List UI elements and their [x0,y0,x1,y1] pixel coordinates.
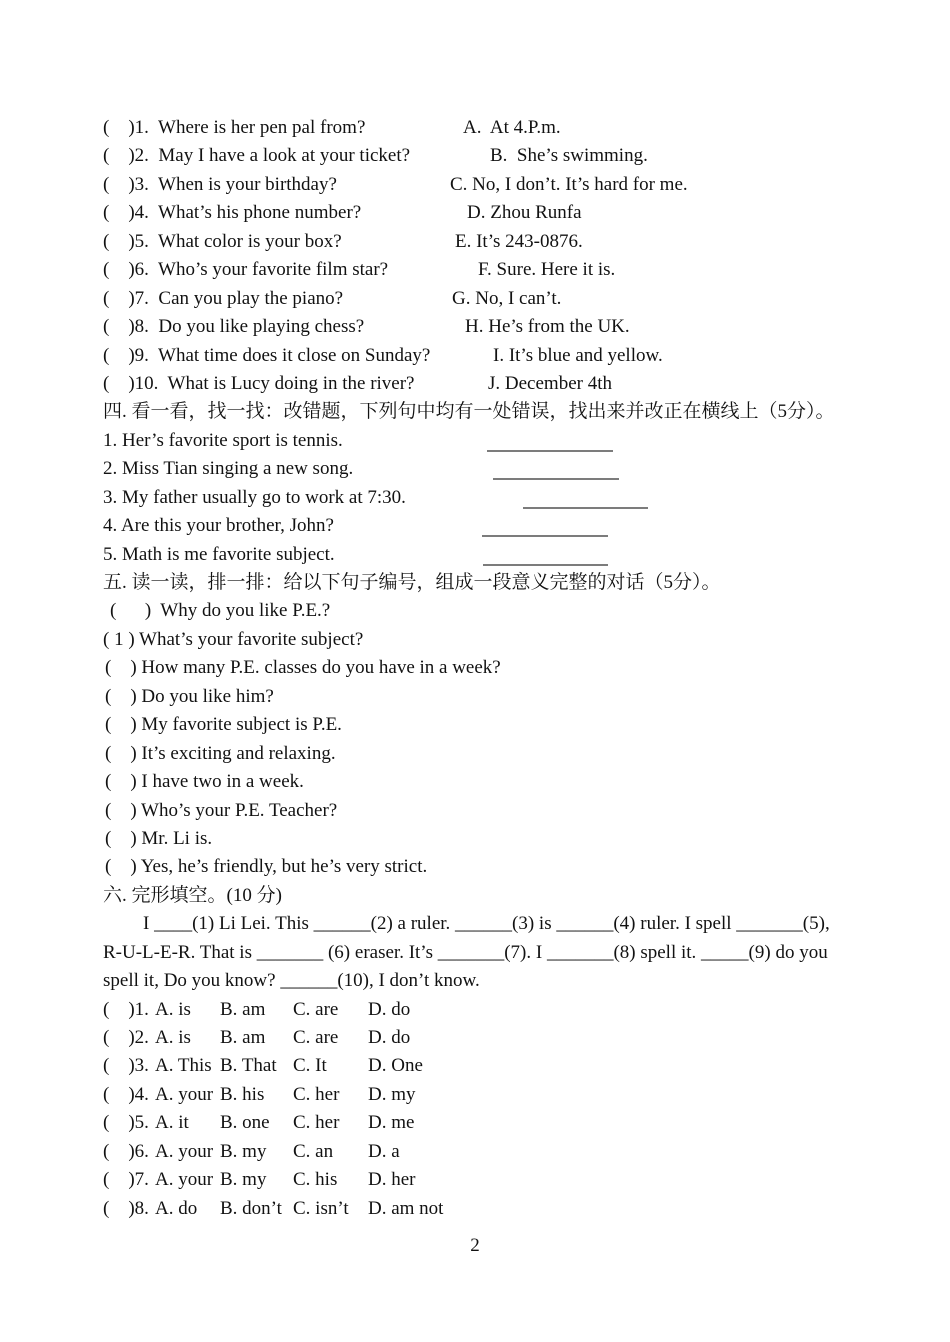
choice-option: B. am [220,1027,266,1048]
choice-prefix: ( )5. [103,1112,154,1134]
dialog-item: ( ) Yes, he’s friendly, but he’s very strict. [105,856,428,878]
choice-prefix: ( )7. [103,1169,154,1191]
match-row [0,256,950,284]
match-row [0,313,950,341]
cloze-line: spell it, Do you know? ______(10), I don’t know. [103,970,480,992]
match-question: ( )3. When is your birthday? [103,173,337,195]
match-question: ( )8. Do you like playing chess? [103,316,365,338]
choice-option: C. his [293,1169,338,1191]
dialog-item: ( ) Who’s your P.E. Teacher? [105,799,338,821]
choice-option: A. your [155,1140,214,1162]
match-question: ( )1. Where is her pen pal from? [103,117,366,138]
match-answer: A. At 4.P.m. [463,117,561,138]
choice-option: B. his [220,1083,265,1105]
answer-blank-line [487,429,613,452]
choice-row [0,1166,950,1194]
choice-prefix: ( )1. [103,998,154,1020]
match-answer: D. Zhou Runfa [467,202,582,224]
match-row [0,370,950,398]
choice-option: C. isn’t [293,1197,349,1219]
choice-row [0,1138,950,1166]
section6-title: 六. 完形填空。(10 分) [103,884,282,906]
match-question: ( )4. What’s his phone number? [103,202,362,224]
choice-option: B. one [220,1112,270,1134]
choice-option: C. It [293,1055,327,1077]
match-answer: I. It’s blue and yellow. [493,344,663,366]
choice-option: B. my [220,1140,267,1162]
match-row [0,199,950,227]
choice-option: A. is [155,1027,191,1048]
match-answer: G. No, I can’t. [452,287,562,309]
match-question: ( )2. May I have a look at your ticket? [103,145,411,167]
match-question: ( )6. Who’s your favorite film star? [103,259,389,281]
choice-option: A. do [155,1197,198,1219]
dialog-item: ( ) I have two in a week. [105,771,304,793]
cloze-line: R-U-L-E-R. That is _______ (6) eraser. It’s _______(7). I _______(8) spell it. _____(9) do you [103,941,828,963]
choice-row [0,1195,950,1223]
match-row [0,114,950,142]
cloze-line: I ____(1) Li Lei. This ______(2) a ruler. ______(3) is ______(4) ruler. I spell _______(5), [143,913,830,935]
match-answer: F. Sure. Here it is. [478,259,616,281]
choice-option: A. your [155,1083,214,1105]
choice-option: A. This [155,1055,212,1077]
correction-row [0,484,950,512]
correction-row [0,427,950,455]
match-row [0,285,950,313]
correction-item: 3. My father usually go to work at 7:30. [103,486,406,508]
choice-option: D. my [368,1083,416,1105]
choice-option: D. do [368,998,411,1020]
choice-option: D. am not [368,1197,444,1219]
choice-option: A. it [155,1112,189,1134]
choice-option: C. an [293,1140,334,1162]
choice-option: A. your [155,1169,214,1191]
choice-row [0,1052,950,1080]
correction-row [0,541,950,569]
choice-row [0,1109,950,1137]
choice-option: C. are [293,1027,339,1048]
choice-option: C. her [293,1083,340,1105]
match-question: ( )5. What color is your box? [103,230,342,252]
correction-item: 1. Her’s favorite sport is tennis. [103,429,343,451]
answer-blank-line [493,457,619,480]
choice-option: B. That [220,1055,277,1077]
match-row [0,171,950,199]
choice-prefix: ( )8. [103,1197,154,1219]
choice-option: D. me [368,1112,415,1134]
match-answer: B. She’s swimming. [490,145,648,167]
page-number: 2 [470,1235,480,1256]
section5-title: 五. 读一读，排一排：给以下句子编号，组成一段意义完整的对话（5分）。 [103,572,721,593]
match-question: ( )10. What is Lucy doing in the river? [103,372,415,394]
choice-option: D. do [368,1027,411,1048]
choice-row [0,1024,950,1052]
match-row [0,142,950,170]
dialog-item: ( ) Why do you like P.E.? [110,600,331,622]
choice-option: B. don’t [220,1197,282,1219]
correction-item: 2. Miss Tian singing a new song. [103,458,354,480]
answer-blank-line [483,543,608,566]
correction-row [0,455,950,483]
choice-prefix: ( )6. [103,1140,154,1162]
answer-blank-line [523,486,648,509]
match-row [0,342,950,370]
choice-option: B. am [220,998,266,1020]
choice-option: B. my [220,1169,267,1191]
choice-row [0,996,950,1024]
choice-option: D. her [368,1169,416,1191]
answer-blank-line [482,514,608,537]
choice-option: D. a [368,1140,400,1162]
choice-option: A. is [155,998,191,1020]
match-question: ( )7. Can you play the piano? [103,287,344,309]
dialog-item: ( ) Mr. Li is. [105,827,213,849]
choice-row [0,1081,950,1109]
match-answer: C. No, I don’t. It’s hard for me. [450,173,688,195]
match-answer: E. It’s 243-0876. [455,230,583,252]
choice-option: D. One [368,1055,423,1077]
match-answer: H. He’s from the UK. [465,316,630,338]
choice-option: C. are [293,998,339,1020]
choice-option: C. her [293,1112,340,1134]
section4-title: 四. 看一看，找一找：改错题，下列句中均有一处错误，找出来并改正在横线上（5分）。 [103,401,835,423]
match-row [0,228,950,256]
dialog-item: ( ) It’s exciting and relaxing. [105,742,336,764]
match-question: ( )9. What time does it close on Sunday? [103,344,431,366]
dialog-item: ( ) How many P.E. classes do you have in a week? [105,657,501,679]
choice-prefix: ( )4. [103,1083,154,1105]
choice-prefix: ( )2. [103,1027,154,1048]
dialog-item: ( ) Do you like him? [105,685,274,707]
correction-item: 5. Math is me favorite subject. [103,543,335,565]
dialog-item: ( 1 ) What’s your favorite subject? [103,628,364,650]
match-answer: J. December 4th [488,372,612,394]
correction-row [0,512,950,540]
correction-item: 4. Are this your brother, John? [103,515,334,537]
choice-prefix: ( )3. [103,1055,154,1077]
dialog-item: ( ) My favorite subject is P.E. [105,714,342,736]
